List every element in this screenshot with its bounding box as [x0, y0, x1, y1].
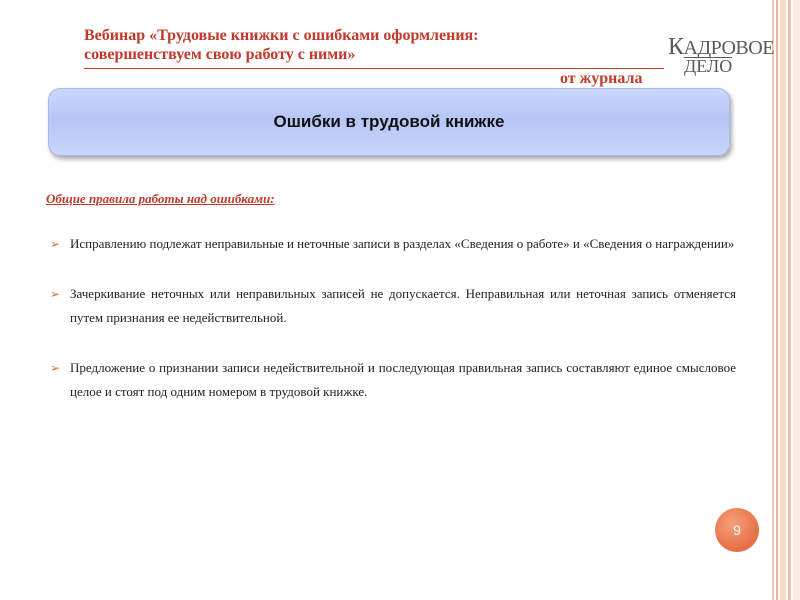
list-item	[50, 282, 736, 330]
list-item	[50, 356, 736, 404]
list-item-text: Исправлению подлежат неправильные и неточные записи в разделах «Сведения о работе» и «Сведения о награждении»	[70, 236, 735, 251]
frame-band	[776, 0, 778, 600]
header-divider	[84, 68, 664, 69]
slide-title-banner	[48, 88, 730, 156]
logo-word2: ДЕЛО	[684, 56, 733, 76]
slide-header	[84, 26, 664, 64]
webinar-title-line2: совершенствуем свою работу с ними»	[84, 46, 356, 63]
journal-label: от журнала	[560, 70, 643, 87]
list-item	[50, 232, 736, 256]
list-item-text: Предложение о признании записи недействительной и последующая правильная запись составляют единое смысловое целое и стоят под одним номером в трудовой книжке.	[70, 360, 736, 399]
logo-initial: К	[668, 34, 684, 60]
page-number-badge: 9	[715, 508, 759, 552]
logo-word1: АДРОВОЕ	[683, 37, 774, 59]
slide-title: Ошибки в трудовой книжке	[273, 112, 505, 131]
frame-band	[772, 0, 774, 600]
list-item-text: Зачеркивание неточных или неправильных записей не допускается. Неправильная или неточная запись отменяется путем признания ее недействительной.	[70, 286, 736, 325]
section-heading: Общие правила работы над ошибками:	[46, 191, 275, 206]
arrowhead-icon: ➢	[50, 237, 61, 251]
frame-band	[788, 0, 791, 600]
rules-list	[50, 232, 736, 430]
webinar-title-line1: Вебинар «Трудовые книжки с ошибками оформления:	[84, 27, 479, 44]
frame-band	[793, 0, 800, 600]
arrowhead-icon: ➢	[50, 287, 61, 301]
arrowhead-icon: ➢	[50, 361, 61, 375]
kadrovoe-delo-logo	[668, 34, 774, 77]
frame-band	[780, 0, 786, 600]
